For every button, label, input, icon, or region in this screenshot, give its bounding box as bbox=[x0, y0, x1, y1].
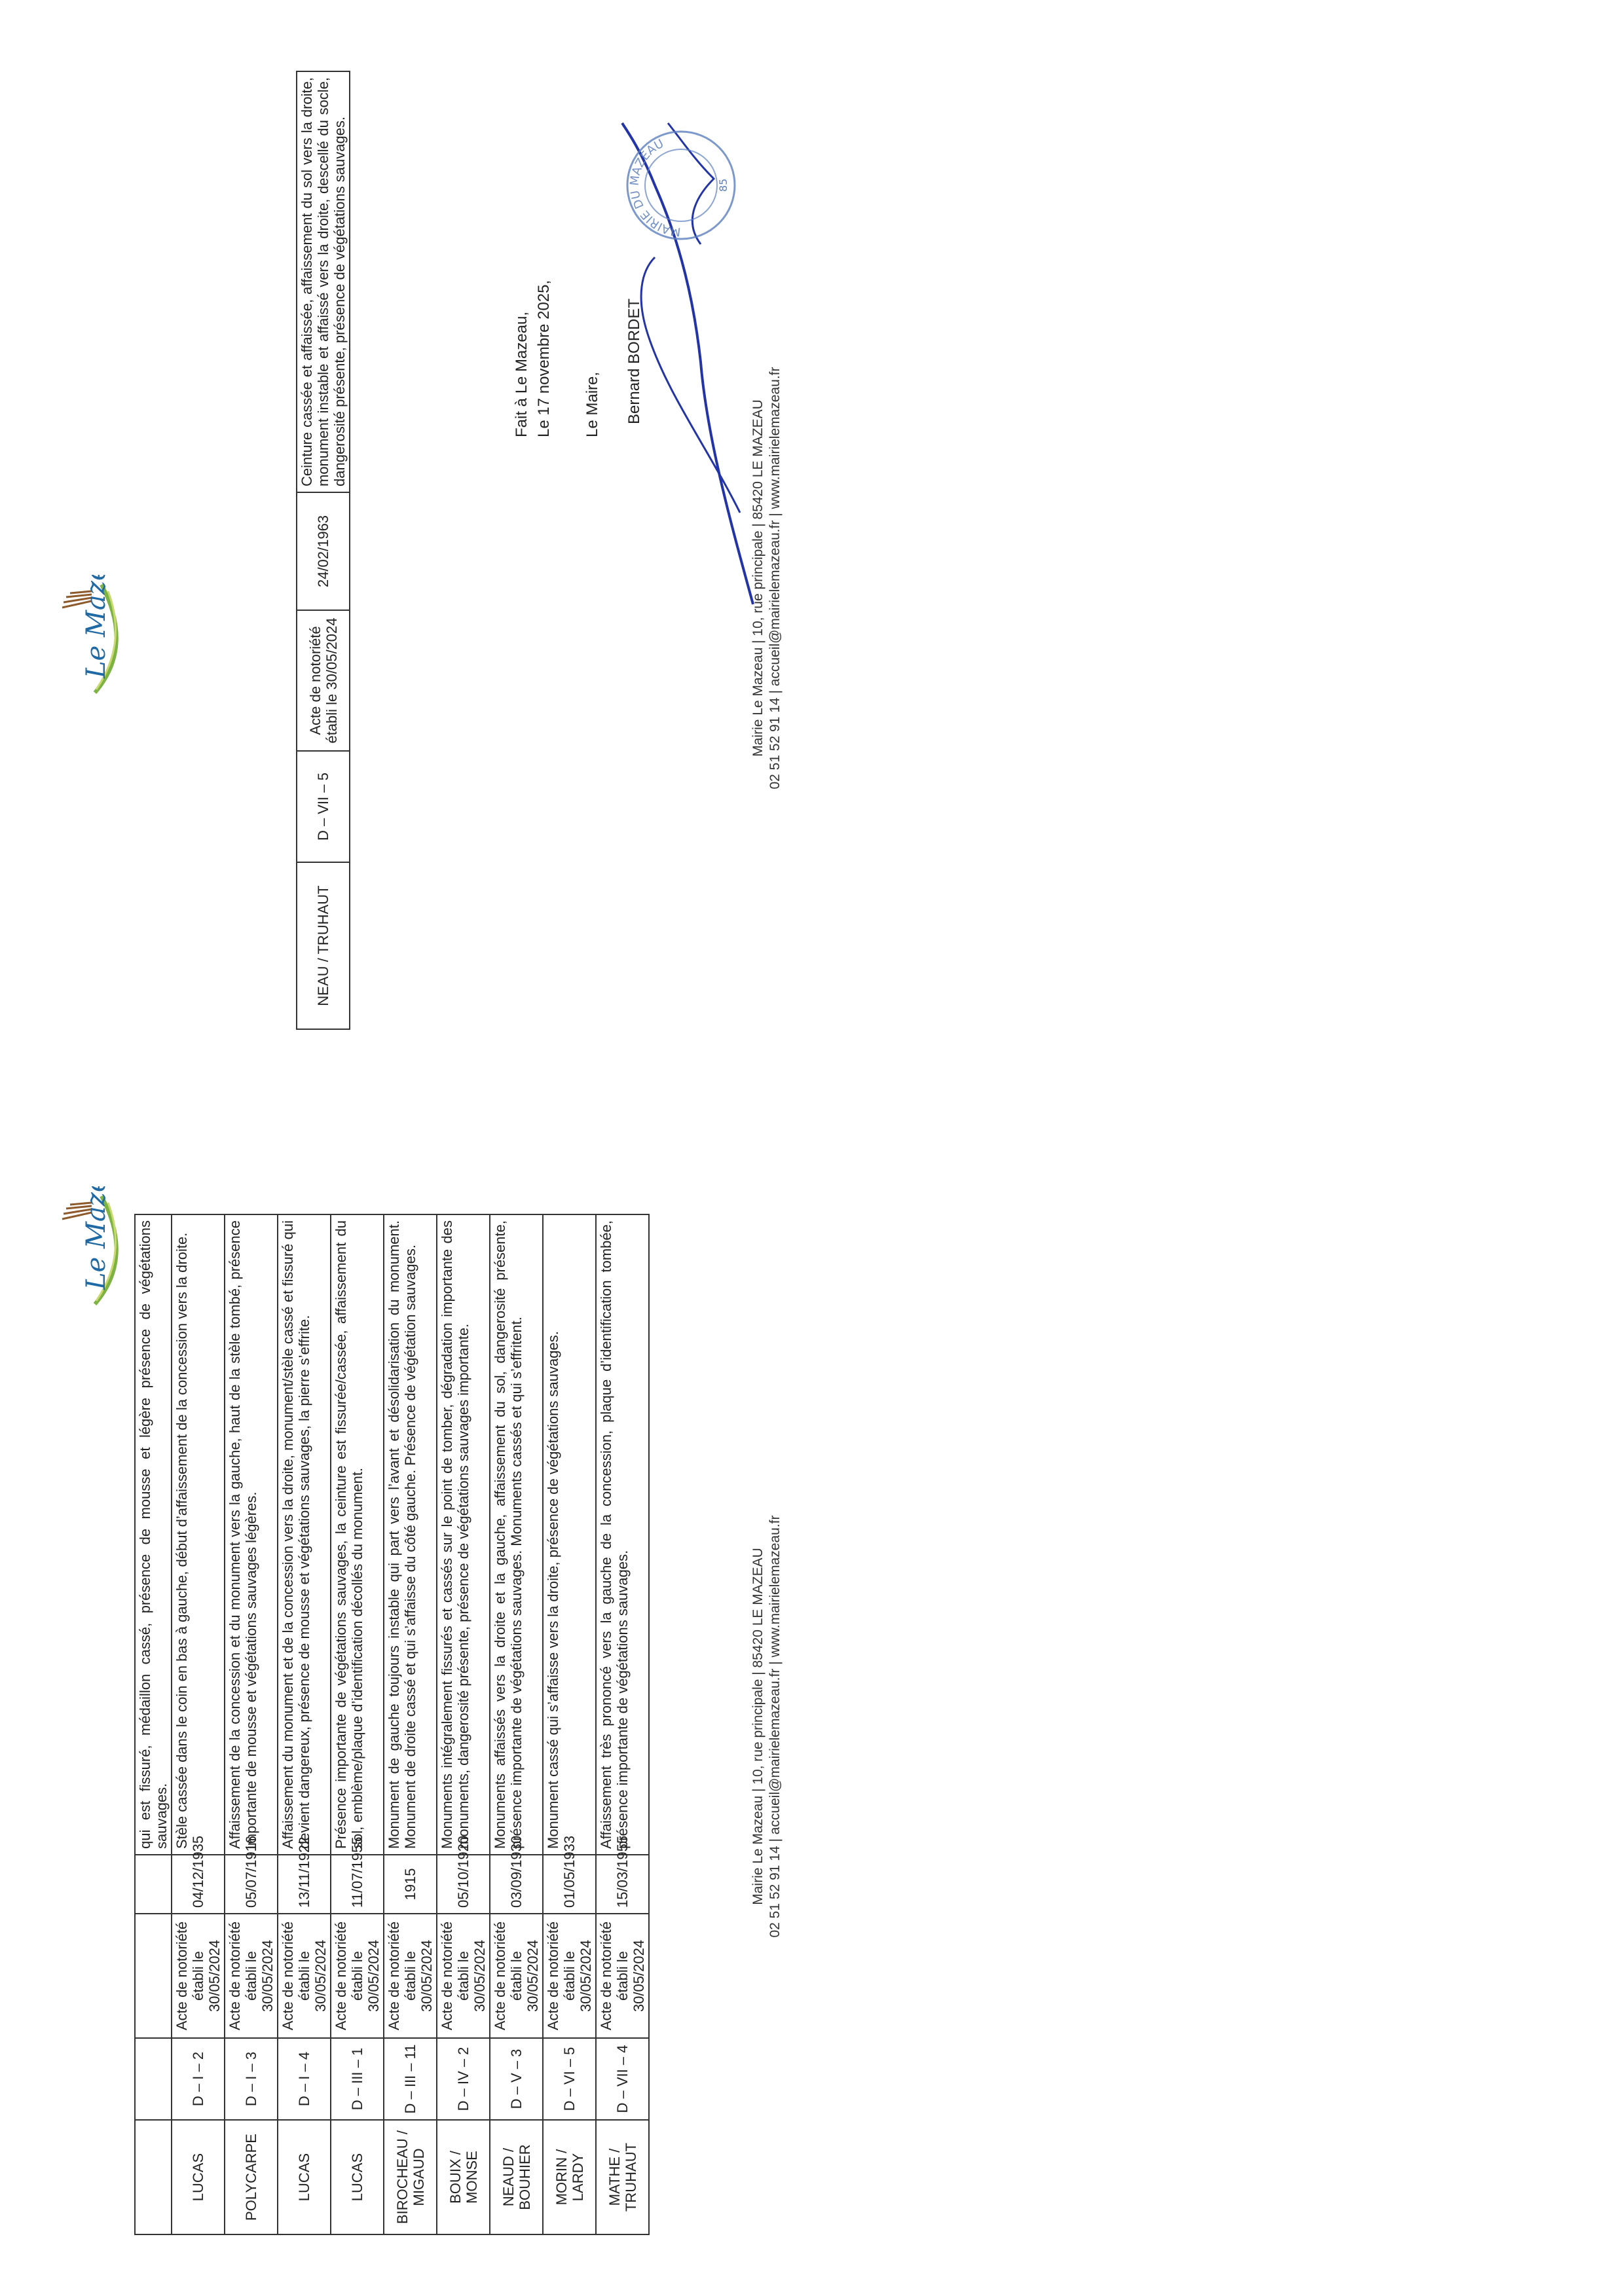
table-row bbox=[278, 1214, 331, 2234]
condition-description: Affaissement du monument et de la concession vers la droite, monument/stèle cassé et fissuré qui devient dangereux, présence de mousse et végétations sauvages, la pierre s’effrite. bbox=[278, 1214, 331, 1855]
condition-description: Affaissement très prononcé vers la gauche de la concession, plaque d’identification tombée, présence importante de végétations sauvages. bbox=[596, 1214, 649, 1855]
burial-date: 05/10/1920 bbox=[437, 1855, 490, 1914]
concession-holder: POLYCARPE bbox=[225, 2120, 278, 2234]
plot-reference: D – I – 4 bbox=[278, 2038, 331, 2120]
footer bbox=[750, 1301, 784, 2152]
concession-holder: LUCAS bbox=[331, 2120, 384, 2234]
signature-place: Fait à Le Mazeau, bbox=[513, 311, 530, 437]
concession-holder bbox=[135, 2120, 172, 2234]
concession-holder: LUCAS bbox=[278, 2120, 331, 2234]
burial-date: 03/09/1930 bbox=[490, 1855, 543, 1914]
signature-date: Le 17 novembre 2025, bbox=[535, 280, 553, 437]
burial-date: 05/07/1916 bbox=[225, 1855, 278, 1914]
deed-reference: Acte de notoriété établi le 30/05/2024 bbox=[225, 1914, 278, 2038]
condition-description: Ceinture cassée et affaissée, affaissement du sol vers la droite, monument instable et affaissé vers la droite, descellé du socle, dangerosité présente, présence de végétations sauvages. bbox=[297, 71, 350, 492]
concession-holder: NEAU / TRUHAUT bbox=[297, 862, 350, 1029]
burial-date: 13/11/1922 bbox=[278, 1855, 331, 1914]
footer-address: Mairie Le Mazeau | 10, rue principale | 85420 LE MAZEAU bbox=[750, 1548, 766, 1905]
concessions-table-2 bbox=[296, 71, 350, 1030]
stamp-code: 85 bbox=[717, 178, 729, 192]
plot-reference: D – I – 2 bbox=[172, 2038, 225, 2120]
condition-description: Monuments affaissés vers la droite et la gauche, affaissement du sol, dangerosité présente, présence importante de végétations sauvages. Monuments cassés et qui s’effritent. bbox=[490, 1214, 543, 1855]
table-row bbox=[225, 1214, 278, 2234]
deed-reference: Acte de notoriété établi le 30/05/2024 bbox=[543, 1914, 596, 2038]
plot-reference: D – VII – 5 bbox=[297, 751, 350, 862]
table-row bbox=[596, 1214, 649, 2234]
concession-holder: LUCAS bbox=[172, 2120, 225, 2234]
condition-description: Monuments intégralement fissurés et cassés sur le point de tomber, dégradation importante des monuments, dangerosité présente, présence de végétations sauvages importante. bbox=[437, 1214, 490, 1855]
stamp-text: MAIRIE DU MAZEAU bbox=[627, 136, 682, 239]
deed-reference: Acte de notoriété établi le 30/05/2024 bbox=[596, 1914, 649, 2038]
table-row bbox=[135, 1214, 172, 2234]
page-part-1 bbox=[0, 1148, 812, 2296]
burial-date: 11/07/1955 bbox=[331, 1855, 384, 1914]
footer-address: Mairie Le Mazeau | 10, rue principale | 85420 LE MAZEAU bbox=[750, 399, 766, 757]
plot-reference: D – V – 3 bbox=[490, 2038, 543, 2120]
condition-description: Affaissement de la concession et du monument vers la gauche, haut de la stèle tombé, présence importante de mousse et végétations sauvages légères. bbox=[225, 1214, 278, 1855]
svg-text:MAIRIE DU MAZEAU bbox=[628, 137, 682, 239]
page-part-2 bbox=[0, 0, 812, 1148]
table-row bbox=[543, 1214, 596, 2234]
plot-reference bbox=[135, 2038, 172, 2120]
deed-reference: Acte de notoriété établi le 30/05/2024 bbox=[490, 1914, 543, 2038]
concession-holder: MATHE / TRUHAUT bbox=[596, 2120, 649, 2234]
concession-holder: MORIN / LARDY bbox=[543, 2120, 596, 2234]
plot-reference: D – VI – 5 bbox=[543, 2038, 596, 2120]
condition-description: Stèle cassée dans le coin en bas à gauche, début d’affaissement de la concession vers la droite. bbox=[172, 1214, 225, 1855]
deed-reference: Acte de notoriété établi le 30/05/2024 bbox=[331, 1914, 384, 2038]
condition-description: Monument de gauche toujours instable qui part vers l’avant et désolidarisation du monument. Monument de droite cassé et qui s’affaisse du côté gauche. Présence de végétation sauvages. bbox=[384, 1214, 437, 1855]
concession-holder: NEAUD / BOUHIER bbox=[490, 2120, 543, 2234]
deed-reference: Acte de notoriété établi le 30/05/2024 bbox=[172, 1914, 225, 2038]
burial-date: 04/12/1935 bbox=[172, 1855, 225, 1914]
concession-holder: BIROCHEAU / MIGAUD bbox=[384, 2120, 437, 2234]
deed-reference bbox=[135, 1914, 172, 2038]
deed-reference: Acte de notoriété établi le 30/05/2024 bbox=[278, 1914, 331, 2038]
deed-reference: Acte de notoriété établi le 30/05/2024 bbox=[437, 1914, 490, 2038]
table-row bbox=[490, 1214, 543, 2234]
le-mazeau-logo bbox=[56, 575, 147, 706]
table-row bbox=[331, 1214, 384, 2234]
concession-holder: BOUIX / MONSE bbox=[437, 2120, 490, 2234]
burial-date: 15/03/1955 bbox=[596, 1855, 649, 1914]
table-row bbox=[384, 1214, 437, 2234]
table-row bbox=[437, 1214, 490, 2234]
plot-reference: D – VII – 4 bbox=[596, 2038, 649, 2120]
burial-date bbox=[135, 1855, 172, 1914]
table-row bbox=[297, 71, 350, 1029]
condition-description: qui est fissuré, médaillon cassé, présence de mousse et légère présence de végétations sauvages. bbox=[135, 1214, 172, 1855]
footer-contact: 02 51 52 91 14 | accueil@mairielemazeau.fr | www.mairielemazeau.fr bbox=[767, 1515, 783, 1938]
deed-reference: Acte de notoriété établi le 30/05/2024 bbox=[384, 1914, 437, 2038]
mayor-name: Bernard BORDET bbox=[625, 298, 643, 424]
plot-reference: D – III – 11 bbox=[384, 2038, 437, 2120]
footer-contact: 02 51 52 91 14 | accueil@mairielemazeau.fr | www.mairielemazeau.fr bbox=[767, 367, 783, 790]
burial-date: 1915 bbox=[384, 1855, 437, 1914]
plot-reference: D – IV – 2 bbox=[437, 2038, 490, 2120]
table-row bbox=[172, 1214, 225, 2234]
condition-description: Monument cassé qui s’affaisse vers la droite, présence de végétations sauvages. bbox=[543, 1214, 596, 1855]
signature-role: Le Maire, bbox=[583, 371, 601, 437]
svg-text:Le Mazeau: Le Mazeau bbox=[81, 1186, 111, 1290]
le-mazeau-logo bbox=[56, 1186, 147, 1317]
condition-description: Présence importante de végétations sauvages, la ceinture est fissurée/cassée, affaissement du sol, emblème/plaque d’identification décollés du monument. bbox=[331, 1214, 384, 1855]
burial-date: 24/02/1963 bbox=[297, 492, 350, 610]
plot-reference: D – I – 3 bbox=[225, 2038, 278, 2120]
deed-reference: Acte de notoriété établi le 30/05/2024 bbox=[297, 610, 350, 751]
svg-text:Le Mazeau: Le Mazeau bbox=[81, 575, 111, 678]
burial-date: 01/05/1933 bbox=[543, 1855, 596, 1914]
town-hall-stamp bbox=[622, 126, 740, 244]
plot-reference: D – III – 1 bbox=[331, 2038, 384, 2120]
footer bbox=[750, 153, 784, 1004]
concessions-table-1 bbox=[134, 1214, 650, 2235]
